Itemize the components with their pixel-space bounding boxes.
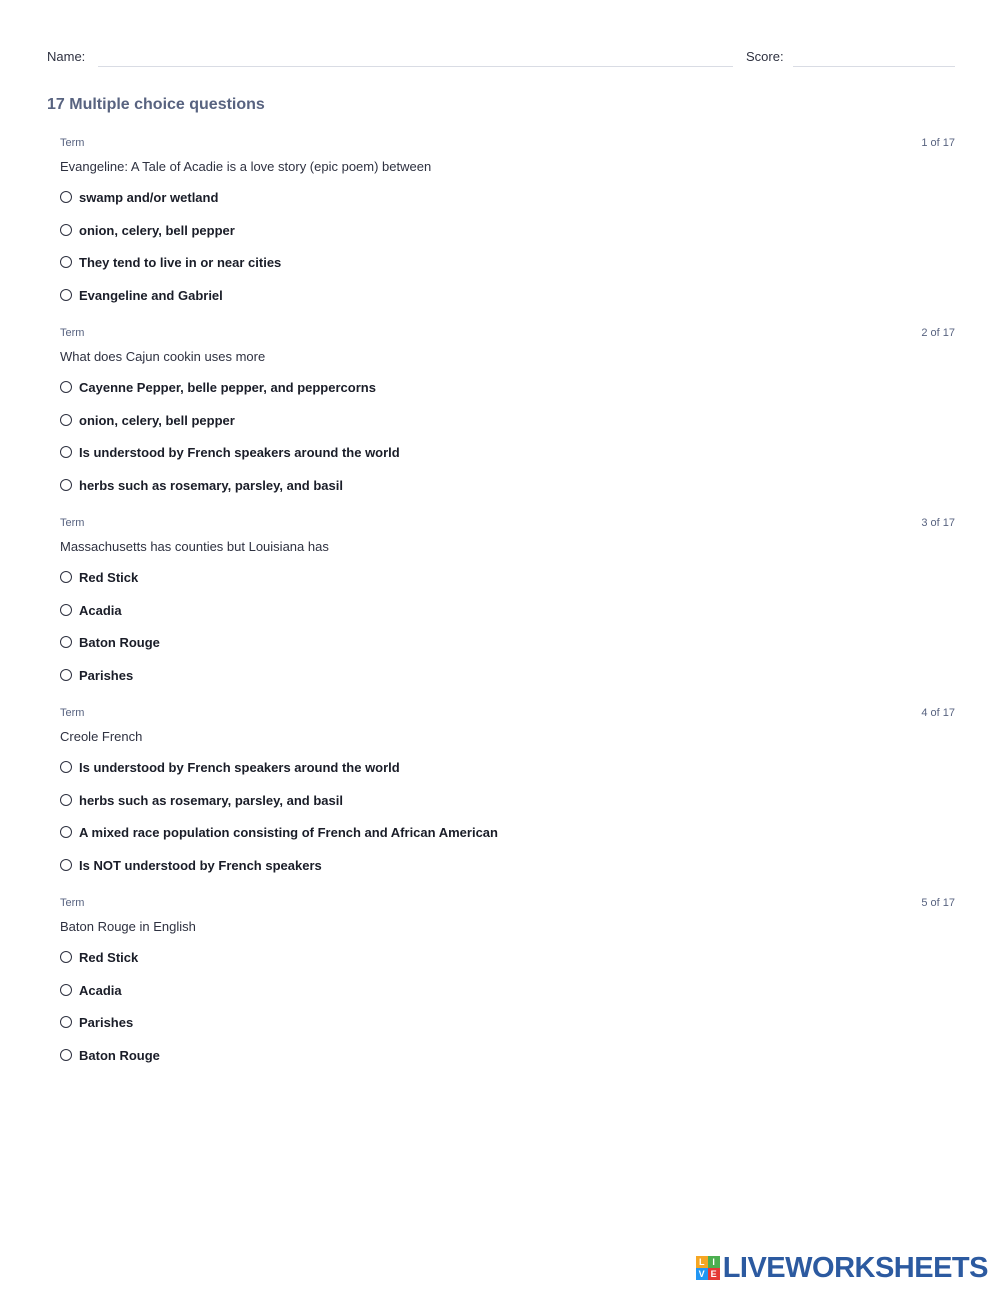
answer-option[interactable]: [60, 1015, 160, 1048]
answer-option-label[interactable]: onion, celery, bell pepper: [79, 412, 235, 428]
liveworksheets-logo: [696, 1252, 988, 1284]
radio-button-icon[interactable]: [60, 289, 72, 301]
radio-button-icon[interactable]: [60, 256, 72, 268]
answer-options: [60, 190, 281, 320]
answer-option[interactable]: [60, 380, 400, 413]
radio-button-icon[interactable]: [60, 951, 72, 963]
logo-badge-letter: L: [696, 1256, 708, 1268]
answer-option[interactable]: [60, 635, 160, 668]
term-label: Term: [60, 327, 85, 339]
question-block: [60, 517, 955, 707]
answer-option[interactable]: [60, 983, 160, 1016]
answer-option-label[interactable]: Is NOT understood by French speakers: [79, 857, 322, 873]
answer-option[interactable]: [60, 288, 281, 321]
answer-option-label[interactable]: swamp and/or wetland: [79, 190, 219, 205]
answer-option[interactable]: [60, 825, 498, 858]
section-title: 17 Multiple choice questions: [47, 96, 265, 113]
question-meta: [60, 517, 955, 533]
radio-button-icon[interactable]: [60, 1049, 72, 1061]
answer-options: [60, 380, 400, 510]
score-label: Score:: [746, 49, 784, 64]
name-field-line[interactable]: [98, 66, 733, 67]
radio-button-icon[interactable]: [60, 636, 72, 648]
radio-button-icon[interactable]: [60, 669, 72, 681]
answer-option-label[interactable]: Red Stick: [79, 950, 139, 965]
question-prompt: Massachusetts has counties but Louisiana has: [60, 539, 329, 554]
answer-option-label[interactable]: Cayenne Pepper, belle pepper, and peppercorns: [79, 380, 376, 395]
answer-option[interactable]: [60, 858, 498, 891]
answer-option-label[interactable]: A mixed race population consisting of French and African American: [79, 825, 498, 840]
answer-option-label[interactable]: onion, celery, bell pepper: [79, 222, 235, 238]
term-label: Term: [60, 897, 85, 909]
answer-option-label[interactable]: Baton Rouge: [79, 1047, 160, 1063]
answer-option-label[interactable]: Red Stick: [79, 570, 139, 585]
logo-text: LIVEWORKSHEETS: [722, 1251, 988, 1284]
answer-option[interactable]: [60, 478, 400, 511]
logo-badge-letter: E: [708, 1268, 720, 1280]
answer-option[interactable]: [60, 413, 400, 446]
question-block: [60, 707, 955, 897]
question-prompt: Evangeline: A Tale of Acadie is a love story (epic poem) between: [60, 159, 432, 174]
answer-option[interactable]: [60, 190, 281, 223]
logo-badge-letter: V: [696, 1268, 708, 1280]
answer-option-label[interactable]: Evangeline and Gabriel: [79, 287, 223, 303]
question-meta: [60, 707, 955, 723]
logo-badge-letter: I: [708, 1256, 720, 1268]
radio-button-icon[interactable]: [60, 826, 72, 838]
term-label: Term: [60, 517, 85, 529]
question-meta: [60, 137, 955, 153]
answer-option-label[interactable]: Parishes: [79, 1015, 134, 1030]
answer-options: [60, 570, 160, 700]
radio-button-icon[interactable]: [60, 479, 72, 491]
question-meta: [60, 327, 955, 343]
answer-option-label[interactable]: Parishes: [79, 667, 134, 683]
answer-option[interactable]: [60, 950, 160, 983]
answer-option[interactable]: [60, 603, 160, 636]
question-counter: 1 of 17: [921, 137, 955, 149]
question-prompt: What does Cajun cookin uses more: [60, 349, 266, 364]
radio-button-icon[interactable]: [60, 1016, 72, 1028]
question-counter: 4 of 17: [921, 707, 955, 719]
term-label: Term: [60, 137, 85, 149]
radio-button-icon[interactable]: [60, 414, 72, 426]
answer-option-label[interactable]: Baton Rouge: [79, 635, 160, 650]
question-block: [60, 327, 955, 517]
logo-badge-icon: [696, 1256, 720, 1280]
answer-option-label[interactable]: Acadia: [79, 602, 122, 618]
radio-button-icon[interactable]: [60, 761, 72, 773]
radio-button-icon[interactable]: [60, 224, 72, 236]
radio-button-icon[interactable]: [60, 794, 72, 806]
answer-option-label[interactable]: Is understood by French speakers around the world: [79, 445, 400, 460]
radio-button-icon[interactable]: [60, 381, 72, 393]
radio-button-icon[interactable]: [60, 859, 72, 871]
question-block: [60, 137, 955, 327]
score-field-line[interactable]: [793, 66, 955, 67]
answer-option-label[interactable]: Is understood by French speakers around the world: [79, 760, 400, 775]
answer-options: [60, 760, 498, 890]
answer-option[interactable]: [60, 445, 400, 478]
radio-button-icon[interactable]: [60, 604, 72, 616]
answer-option[interactable]: [60, 668, 160, 701]
radio-button-icon[interactable]: [60, 446, 72, 458]
term-label: Term: [60, 707, 85, 719]
question-counter: 3 of 17: [921, 517, 955, 529]
answer-option-label[interactable]: They tend to live in or near cities: [79, 255, 282, 270]
answer-option[interactable]: [60, 1048, 160, 1081]
radio-button-icon[interactable]: [60, 191, 72, 203]
answer-option-label[interactable]: Acadia: [79, 982, 122, 998]
question-block: [60, 897, 955, 1087]
answer-option[interactable]: [60, 760, 498, 793]
question-prompt: Baton Rouge in English: [60, 919, 196, 934]
answer-option[interactable]: [60, 793, 498, 826]
question-prompt: Creole French: [60, 729, 143, 744]
answer-option[interactable]: [60, 223, 281, 256]
question-counter: 5 of 17: [921, 897, 955, 909]
name-label: Name:: [47, 49, 86, 64]
radio-button-icon[interactable]: [60, 571, 72, 583]
answer-option-label[interactable]: herbs such as rosemary, parsley, and basil: [79, 477, 343, 493]
answer-option[interactable]: [60, 255, 281, 288]
question-counter: 2 of 17: [921, 327, 955, 339]
answer-options: [60, 950, 160, 1080]
question-list: [60, 137, 955, 1087]
question-meta: [60, 897, 955, 913]
radio-button-icon[interactable]: [60, 984, 72, 996]
header-row: [47, 49, 955, 69]
answer-option[interactable]: [60, 570, 160, 603]
answer-option-label[interactable]: herbs such as rosemary, parsley, and basil: [79, 792, 343, 808]
